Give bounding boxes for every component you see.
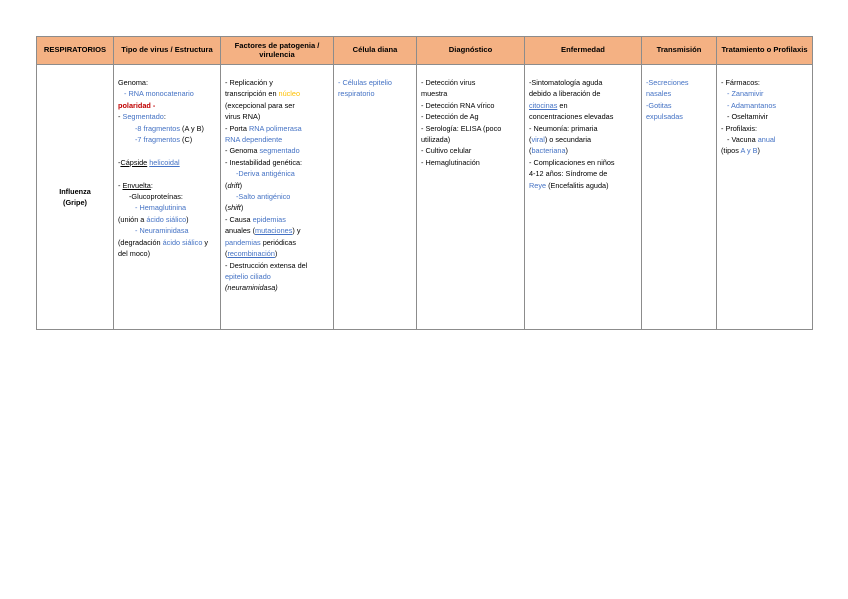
- trat-profilaxis: - Profilaxis:: [721, 123, 758, 133]
- enf-line-10: Reye (Encefalitis aguda): [529, 180, 609, 190]
- enf-line-1: -Sintomatología aguda: [529, 78, 603, 87]
- enf-line-3: citocinas en: [529, 100, 568, 110]
- diag-line-7: - Cultivo celular: [421, 146, 472, 156]
- diag-line-1: - Detección virus: [421, 78, 476, 87]
- cell-transmision: [642, 65, 717, 330]
- enf-line-6: (viral) o secundaria: [529, 135, 592, 145]
- neuraminidasa: - Neuraminidasa: [135, 226, 189, 236]
- respiratory-virus-table: [36, 36, 813, 330]
- neuraminidasa-note: (neuraminidasa): [225, 283, 278, 293]
- segmentado-line: - Segmentado:: [118, 112, 166, 122]
- header-tipo-virus: Tipo de virus / Estructura: [114, 37, 221, 65]
- trans-line-3: -Gotitas: [646, 100, 672, 110]
- diag-line-8: - Hemaglutinación: [421, 157, 480, 167]
- fragmentos-8: -8 fragmentos (A y B): [135, 123, 204, 133]
- header-factores-patogenia: Factores de patogenia / virulencia: [221, 37, 334, 65]
- celula-line-2: respiratorio: [338, 89, 375, 99]
- enf-line-2: debido a liberación de: [529, 89, 601, 99]
- rna-monocatenario: - RNA monocatenario: [124, 89, 194, 99]
- header-enfermedad: Enfermedad: [525, 37, 642, 65]
- porta-rna-polimerasa: - Porta RNA polimerasa: [225, 123, 302, 133]
- trat-vacuna: - Vacuna anual: [727, 135, 776, 145]
- salto-antigenico: -Salto antigénico: [236, 192, 291, 202]
- replicacion-2: transcripción en núcleo: [225, 89, 301, 99]
- envuelta-line: - Envuelta:: [118, 180, 153, 190]
- pandemias-periodicas: pandemias periódicas: [225, 237, 296, 247]
- deriva-antigenica: -Deriva antigénica: [236, 169, 295, 179]
- degradacion: (degradación ácido siálico y del moco): [118, 237, 211, 259]
- causa-epidemias: - Causa epidemias: [225, 214, 286, 224]
- header-celula-diana: Célula diana: [334, 37, 417, 65]
- replicacion-4: virus RNA): [225, 112, 261, 122]
- enf-line-8: - Complicaciones en niños: [529, 157, 615, 167]
- header-diagnostico: Diagnóstico: [417, 37, 525, 65]
- cell-diagnostico: [417, 65, 525, 330]
- genoma-segmentado: - Genoma segmentado: [225, 146, 300, 156]
- destruccion-1: - Destrucción extensa del: [225, 260, 308, 270]
- hemaglutinina: - Hemaglutinina: [135, 203, 187, 213]
- celula-line-1: - Células epitelio: [338, 78, 392, 87]
- virus-name: Influenza: [59, 187, 91, 196]
- drift: (drift): [225, 180, 243, 190]
- fragmentos-7: -7 fragmentos (C): [135, 135, 193, 145]
- shift: (shift): [225, 203, 244, 213]
- enf-line-4: concentraciones elevadas: [529, 112, 614, 122]
- trans-line-2: nasales: [646, 89, 672, 99]
- enf-line-9: 4-12 años: Síndrome de: [529, 169, 608, 179]
- trans-line-4: expulsadas: [646, 112, 683, 122]
- rna-dependiente: RNA dependiente: [225, 135, 283, 145]
- cell-tratamiento: [717, 65, 813, 330]
- cell-patogenia: [221, 65, 334, 330]
- union-acido-sialico: (unión a ácido siálico): [118, 214, 189, 224]
- cell-estructura: [114, 65, 221, 330]
- trat-farmacos: - Fármacos:: [721, 78, 760, 87]
- enf-line-7: (bacteriana): [529, 146, 568, 156]
- virus-name-sub: (Gripe): [63, 198, 87, 207]
- replicacion-3: (excepcional para ser: [225, 100, 295, 110]
- cell-celula-diana: [334, 65, 417, 330]
- anuales-mutaciones: anuales (mutaciones) y: [225, 226, 301, 236]
- header-respiratorios: RESPIRATORIOS: [37, 37, 114, 65]
- recombinacion: (recombinación): [225, 249, 278, 259]
- epitelio-ciliado: epitelio ciliado: [225, 271, 271, 281]
- diag-line-6: utilizada): [421, 135, 451, 145]
- polaridad-negativa: polaridad -: [118, 100, 156, 110]
- header-row: [37, 37, 813, 65]
- trat-adamantanos: - Adamantanos: [727, 100, 777, 110]
- glucoproteinas: -Glucoproteínas:: [129, 192, 183, 202]
- trat-tipos: (tipos A y B): [721, 146, 760, 156]
- trans-line-1: -Secreciones: [646, 78, 689, 87]
- diag-line-4: - Detección de Ag: [421, 112, 479, 122]
- diag-line-2: muestra: [421, 89, 448, 99]
- header-transmision: Transmisión: [642, 37, 717, 65]
- replicacion-1: - Replicación y: [225, 78, 273, 87]
- trat-zanamivir: - Zanamivir: [727, 89, 764, 99]
- row-label-influenza: [37, 65, 114, 330]
- cell-enfermedad: [525, 65, 642, 330]
- header-tratamiento: Tratamiento o Profilaxis: [717, 37, 813, 65]
- enf-line-5: - Neumonía: primaria: [529, 123, 598, 133]
- trat-oseltamivir: - Oseltamivir: [727, 112, 768, 122]
- diag-line-5: - Serología: ELISA (poco: [421, 123, 502, 133]
- diag-line-3: - Detección RNA vírico: [421, 100, 495, 110]
- capside-line: -Cápside helicoidal: [118, 157, 180, 167]
- genoma-label: Genoma:: [118, 78, 149, 87]
- inestabilidad-genetica: - Inestabilidad genética:: [225, 157, 303, 167]
- table-row-influenza: [37, 65, 813, 330]
